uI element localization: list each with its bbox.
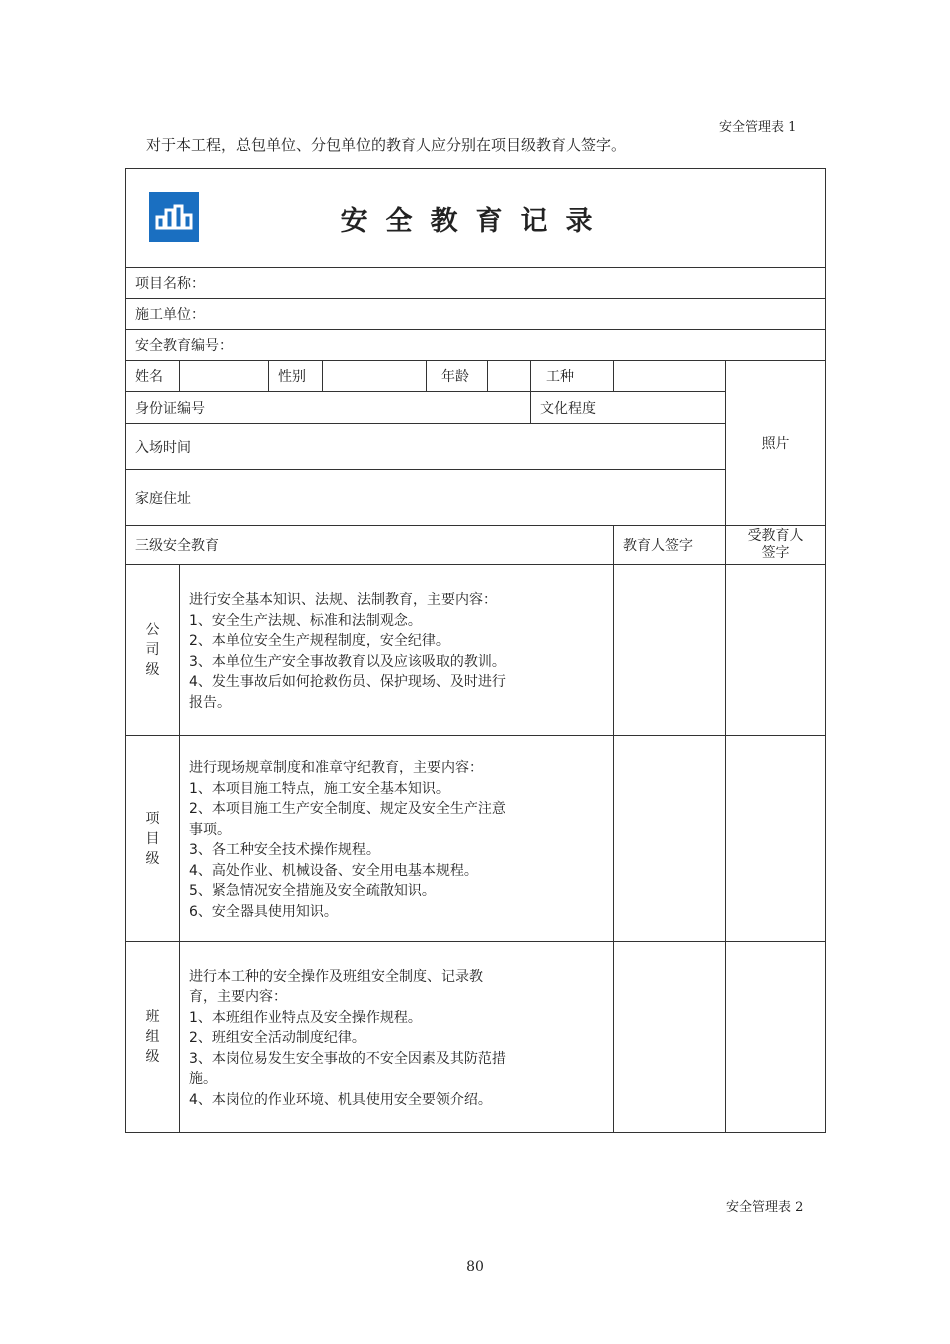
- team-educator-sign-cell: [614, 942, 726, 1133]
- project-name-field: 项目名称：: [126, 268, 826, 299]
- trainee-sign-header: 受教育人 签字: [726, 526, 826, 565]
- project-level-row: [126, 736, 826, 942]
- cscec-logo-icon: [149, 192, 199, 242]
- company-trainee-sign-cell: [726, 565, 826, 736]
- name-label: 姓名: [126, 361, 180, 392]
- three-level-education-header: 三级安全教育: [126, 526, 614, 565]
- educator-sign-header: 教育人签字: [614, 526, 726, 565]
- trade-value-cell: [614, 361, 726, 392]
- title-row: [126, 169, 826, 268]
- age-value-cell: [488, 361, 531, 392]
- education-number-field: 安全教育编号：: [126, 330, 826, 361]
- footer-form-tag: 安全管理表 2: [726, 1200, 804, 1215]
- photo-cell: 照片: [726, 361, 826, 526]
- gender-label: 性别: [269, 361, 323, 392]
- project-trainee-sign-cell: [726, 736, 826, 942]
- company-level-row: [126, 565, 826, 736]
- gender-value-cell: [323, 361, 427, 392]
- construction-unit-field: 施工单位：: [126, 299, 826, 330]
- project-level-label: 项 目 级: [126, 736, 180, 942]
- team-level-row: [126, 942, 826, 1133]
- age-label: 年龄: [427, 361, 488, 392]
- header-form-tag: 安全管理表 1: [719, 120, 797, 135]
- id-number-label: 身份证编号: [126, 392, 531, 424]
- form-title: 安全教育记录: [340, 205, 611, 237]
- intro-note: 对于本工程，总包单位、分包单位的教育人应分别在项目级教育人签字。: [146, 136, 627, 154]
- safety-education-form: [125, 168, 826, 1133]
- team-trainee-sign-cell: [726, 942, 826, 1133]
- education-level-label: 文化程度: [531, 392, 726, 424]
- page-number: 80: [466, 1259, 484, 1275]
- company-level-label: 公 司 级: [126, 565, 180, 736]
- trade-label: 工种: [531, 361, 614, 392]
- company-educator-sign-cell: [614, 565, 726, 736]
- home-address-field: 家庭住址: [126, 470, 726, 526]
- company-level-content: 进行安全基本知识、法规、法制教育，主要内容： 1、安全生产法规、标准和法制观念。 2、本单位安全生产规程制度，安全纪律。 3、本单位生产安全事故教育以及应该吸取的教训。 4、发生事故后如何抢救伤员、保护现场、及时进行 报告。: [180, 565, 614, 736]
- project-educator-sign-cell: [614, 736, 726, 942]
- entry-time-field: 入场时间: [126, 424, 726, 470]
- team-level-content: 进行本工种的安全操作及班组安全制度、记录教 育，主要内容： 1、本班组作业特点及安全操作规程。 2、班组安全活动制度纪律。 3、本岗位易发生安全事故的不安全因素及其防范措 施。 4、本岗位的作业环境、机具使用安全要领介绍。: [180, 942, 614, 1133]
- project-level-content: 进行现场规章制度和准章守纪教育，主要内容： 1、本项目施工特点，施工安全基本知识。 2、本项目施工生产安全制度、规定及安全生产注意 事项。 3、各工种安全技术操作规程。 4、高处作业、机械设备、安全用电基本规程。 5、紧急情况安全措施及安全疏散知识。 6、安全器具使用知识。: [180, 736, 614, 942]
- team-level-label: 班 组 级: [126, 942, 180, 1133]
- name-value-cell: [180, 361, 269, 392]
